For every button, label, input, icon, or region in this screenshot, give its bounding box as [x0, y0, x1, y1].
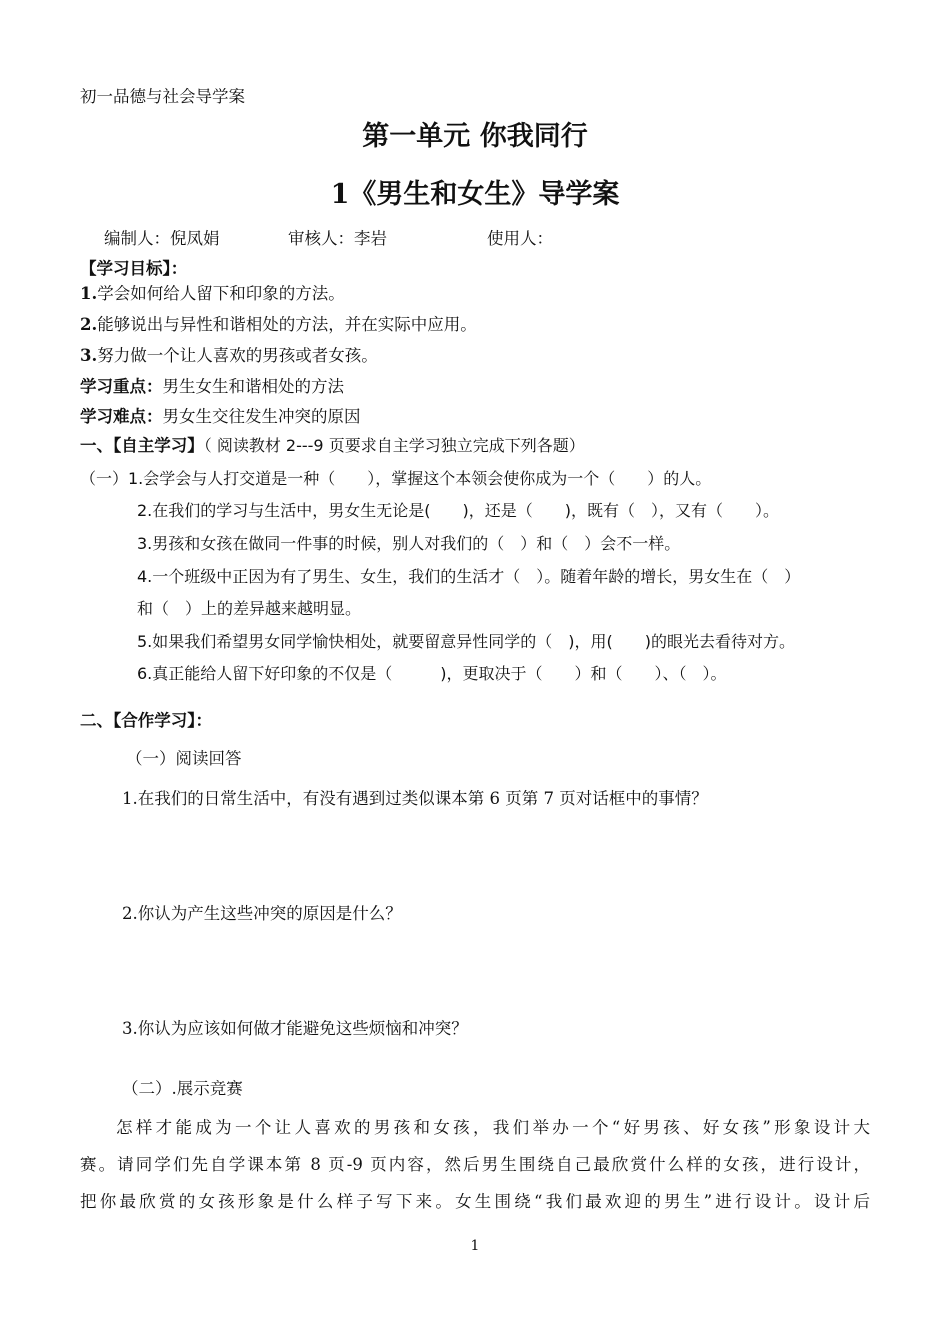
self-study-q4-line1: 4.一个班级中正因为有了男生、女生，我们的生活才（ ）。随着年龄的增长，男女生在（ ）	[137, 567, 801, 586]
difficulty-text: 男女生交往发生冲突的原因	[162, 407, 361, 426]
user-field: 使用人：	[487, 229, 553, 248]
self-study-q5: 5.如果我们希望男女同学愉快相处，就要留意异性同学的（ )，用( )的眼光去看待对方。	[137, 632, 795, 651]
self-study-q2: 2.在我们的学习与生活中，男女生无论是( )，还是（ )，既有（ ），又有（ ）。	[137, 501, 779, 520]
self-study-header	[80, 435, 585, 457]
cooperative-q3: 3.你认为应该如何做才能避免这些烦恼和冲突？	[122, 1019, 468, 1038]
objective-item-1	[80, 283, 345, 305]
objectives-heading: 【学习目标】：	[80, 259, 188, 278]
paragraph-line-1: 怎样才能成为一个让人喜欢的男孩和女孩，我们举办一个“好男孩、好女孩”形象设计大	[116, 1118, 870, 1137]
reviewer-field: 审核人：李岩	[288, 229, 387, 248]
self-study-note: （ 阅读教材 2---9 页要求自主学习独立完成下列各题）	[203, 436, 585, 455]
key-point-label: 学习重点：	[80, 377, 163, 396]
self-study-q1: （一）1.会学会与人打交道是一种（ ），掌握这个本领会使你成为一个（ ）的人。	[80, 469, 712, 488]
objective-item-2	[80, 314, 477, 336]
self-study-q3: 3.男孩和女孩在做同一件事的时候，别人对我们的（ ）和（ ）会不一样。	[137, 534, 681, 553]
paragraph-line-3: 把你最欣赏的女孩形象是什么样子写下来。女生围绕“我们最欢迎的男生”进行设计。设计后	[80, 1192, 870, 1211]
self-study-q6: 6.真正能给人留下好印象的不仅是（ )，更取决于（ ）和（ ）、（ ）。	[137, 664, 727, 683]
key-point-text: 男生女生和谐相处的方法	[162, 377, 344, 396]
lesson-title: 1《男生和女生》导学案	[330, 179, 620, 210]
objective-text: 学会如何给人留下和印象的方法。	[97, 284, 345, 303]
self-study-q4-line2: 和（ ）上的差异越来越明显。	[137, 599, 362, 618]
cooperative-sub2: （二）.展示竞赛	[122, 1079, 243, 1098]
objective-number: 3.	[80, 346, 98, 365]
doc-label: 初一品德与社会导学案	[80, 87, 245, 106]
paragraph-line-2: 赛。请同学们先自学课本第 8 页-9 页内容，然后男生围绕自己最欣赏什么样的女孩，进行设计，	[80, 1155, 870, 1174]
key-point	[80, 376, 344, 398]
difficulty-point	[80, 406, 361, 428]
difficulty-label: 学习难点：	[80, 407, 163, 426]
objective-number: 1.	[80, 284, 98, 303]
objective-number: 2.	[80, 315, 98, 334]
page-number: 1	[470, 1238, 480, 1254]
cooperative-q1: 1.在我们的日常生活中，有没有遇到过类似课本第 6 页第 7 页对话框中的事情？	[122, 789, 708, 808]
objective-item-3	[80, 345, 378, 367]
unit-title: 第一单元 你我同行	[362, 121, 588, 152]
editor-field: 编制人：倪凤娟	[104, 229, 220, 248]
objective-text: 努力做一个让人喜欢的男孩或者女孩。	[97, 346, 378, 365]
self-study-heading: 一、【自主学习】	[80, 436, 204, 455]
cooperative-sub1: （一）阅读回答	[126, 749, 242, 768]
cooperative-heading: 二、【合作学习】：	[80, 711, 212, 730]
objective-text: 能够说出与异性和谐相处的方法，并在实际中应用。	[97, 315, 477, 334]
cooperative-q2: 2.你认为产生这些冲突的原因是什么？	[122, 904, 402, 923]
